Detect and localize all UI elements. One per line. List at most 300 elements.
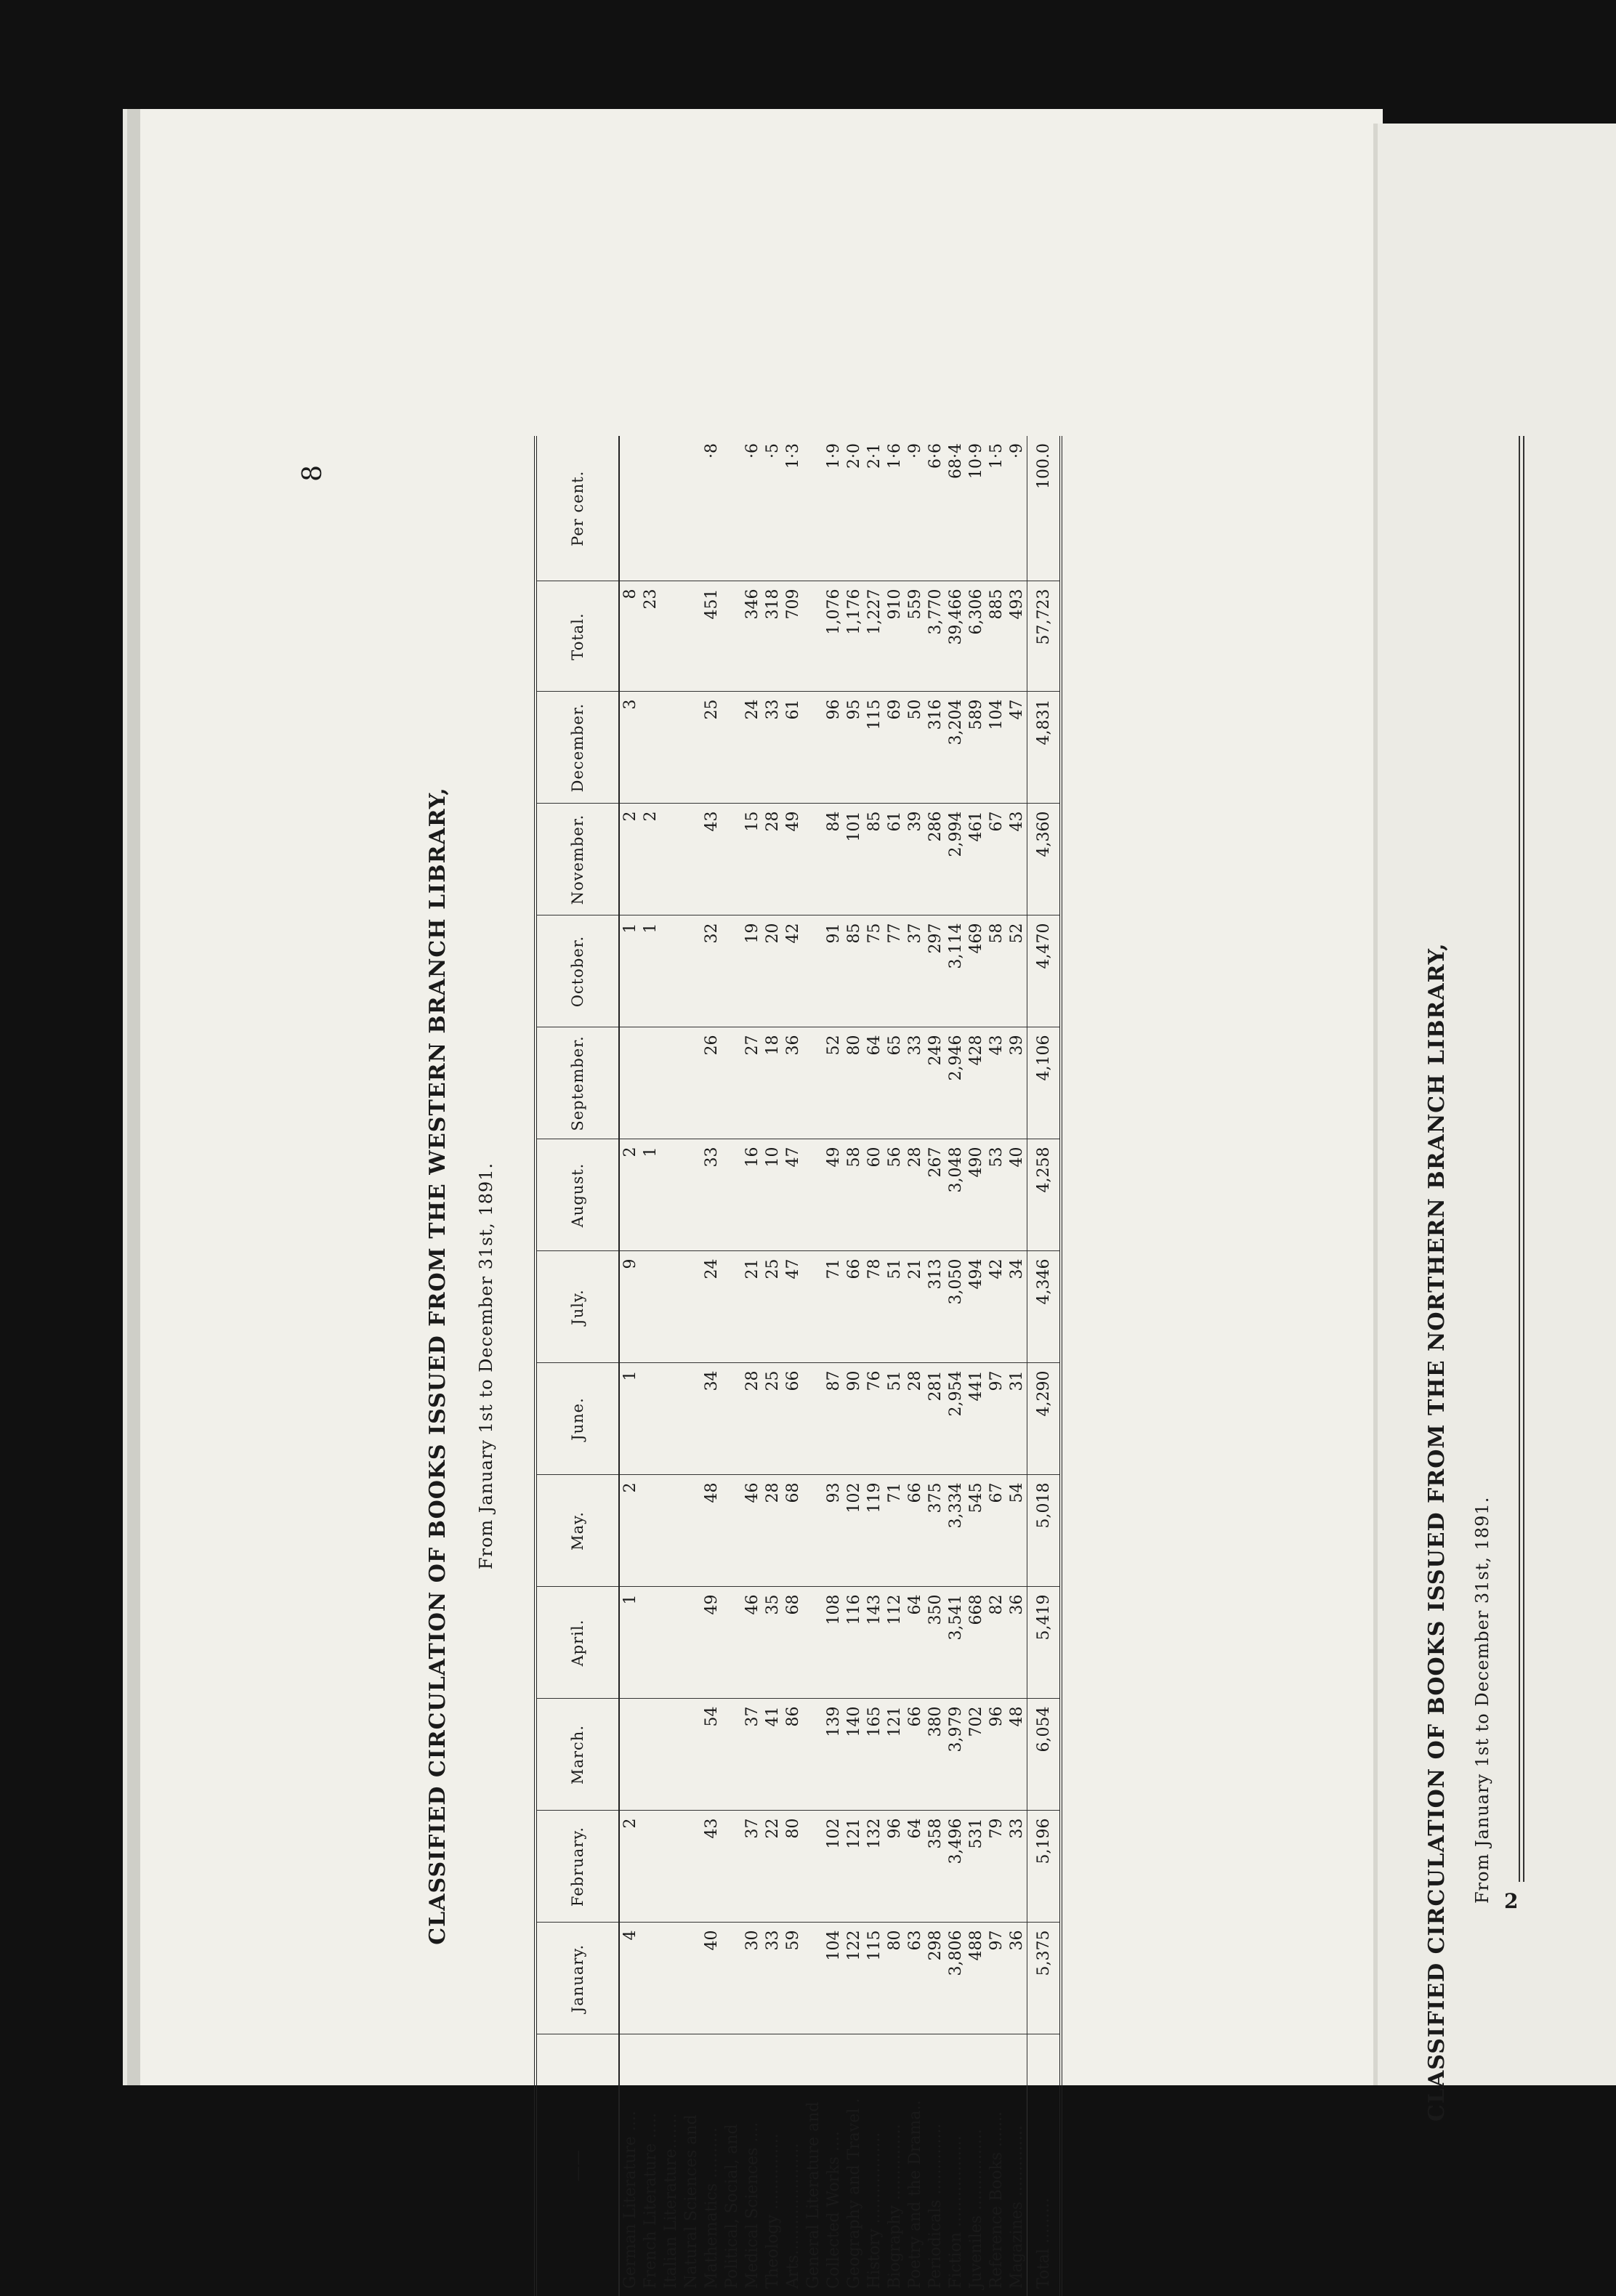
table-cell: 122	[844, 1923, 864, 2034]
table-cell: 461	[966, 804, 986, 915]
table-cell	[660, 1251, 681, 1363]
table-cell: 57,723	[1027, 581, 1062, 692]
table-cell: 316	[925, 692, 945, 804]
table-cell: 68	[783, 1587, 803, 1699]
header-june: June.	[536, 1363, 619, 1475]
table-cell: 23	[640, 581, 660, 692]
table-cell: 1	[619, 1363, 640, 1475]
table-cell	[640, 1251, 660, 1363]
table-cell: 51	[884, 1251, 905, 1363]
table-cell: 31	[1006, 1363, 1027, 1475]
row-label: Periodicals ..............	[926, 2123, 945, 2289]
table-cell: 4,470	[1027, 915, 1062, 1027]
header-march: March.	[536, 1699, 619, 1811]
table-cell: 702	[966, 1699, 986, 1811]
header-july: July.	[536, 1251, 619, 1363]
table-cell: 297	[925, 915, 945, 1027]
table-row	[823, 436, 844, 2296]
table-cell: 490	[966, 1139, 986, 1251]
table-cell: 43	[1006, 804, 1027, 915]
table-cell: 1	[619, 915, 640, 1027]
row-label: Fiction ..................	[946, 2135, 965, 2289]
table-row	[640, 436, 660, 2296]
table-cell	[640, 436, 660, 581]
table-cell: 90	[844, 1363, 864, 1475]
table-cell: 25	[762, 1363, 783, 1475]
table-cell: 48	[1006, 1699, 1027, 1811]
row-label: Juveniles ................	[966, 2129, 985, 2289]
table-cell: 10·9	[966, 436, 986, 581]
table-cell: 1·3	[783, 436, 803, 581]
table-cell: 68	[783, 1475, 803, 1587]
table-cell: 33	[762, 1923, 783, 2034]
table-cell: 91	[823, 915, 844, 1027]
table-cell: 85	[864, 804, 884, 915]
table-cell	[681, 1923, 701, 2034]
table-row	[844, 436, 864, 2296]
table-cell	[640, 1475, 660, 1587]
table-cell: 1,227	[864, 581, 884, 692]
row-label: French Literature .....	[641, 2112, 660, 2289]
table-cell: 102	[844, 1475, 864, 1587]
table-cell: 249	[925, 1027, 945, 1139]
table-cell: 43	[986, 1027, 1006, 1139]
table-cell: 97	[986, 1923, 1006, 2034]
table-cell	[681, 1587, 701, 1699]
table-cell	[660, 1475, 681, 1587]
table-cell: 2·0	[844, 436, 864, 581]
table-cell: 69	[884, 692, 905, 804]
table-cell: 2	[640, 804, 660, 915]
table-cell: 1	[640, 915, 660, 1027]
table-cell	[803, 1139, 823, 1251]
table-cell: 20	[762, 915, 783, 1027]
table-cell: 56	[884, 1139, 905, 1251]
table-row	[681, 436, 701, 2296]
table-cell: 1·6	[884, 436, 905, 581]
table-row	[660, 436, 681, 2296]
table-cell: 267	[925, 1139, 945, 1251]
table-cell	[803, 1363, 823, 1475]
table-cell: 47	[1006, 692, 1027, 804]
header-percent: Per cent.	[536, 436, 619, 581]
table-cell	[660, 1923, 681, 2034]
table-cell: 50	[905, 692, 925, 804]
table-cell	[803, 804, 823, 915]
table-cell	[619, 1699, 640, 1811]
table-cell: 64	[905, 1811, 925, 1923]
table-cell: 313	[925, 1251, 945, 1363]
table-row	[742, 436, 762, 2296]
table-cell	[681, 436, 701, 581]
table-cell: 52	[823, 1027, 844, 1139]
table-cell: 8	[619, 581, 640, 692]
header-january: January.	[536, 1923, 619, 2034]
table-cell	[640, 1587, 660, 1699]
table-cell: 1·9	[823, 436, 844, 581]
table-cell: 3,114	[945, 915, 966, 1027]
table-cell: 40	[701, 1923, 722, 2034]
table-row	[884, 436, 905, 2296]
table-cell: 34	[1006, 1251, 1027, 1363]
table-cell: 488	[966, 1923, 986, 2034]
table-cell: 116	[844, 1587, 864, 1699]
table-cell	[722, 915, 742, 1027]
table-cell: 451	[701, 581, 722, 692]
table-cell: 66	[905, 1699, 925, 1811]
table-cell	[722, 1699, 742, 1811]
table-cell	[681, 804, 701, 915]
table-cell: 3,979	[945, 1699, 966, 1811]
table-body	[619, 436, 1061, 2296]
table-cell: 67	[986, 804, 1006, 915]
right-page-subtitle: From January 1st to December 31st, 1891.	[1472, 1496, 1492, 1904]
table-cell: 143	[864, 1587, 884, 1699]
table-cell: ·5	[762, 436, 783, 581]
table-cell	[640, 1027, 660, 1139]
right-page-title: CLASSIFIED CIRCULATION OF BOOKS ISSUED FROM THE NORTHERN BRANCH LIBRARY,	[1424, 942, 1450, 2122]
table-cell: 286	[925, 804, 945, 915]
western-branch-section	[298, 436, 1173, 2296]
table-cell: 298	[925, 1923, 945, 2034]
table-cell: 2	[619, 1475, 640, 1587]
header-august: August.	[536, 1139, 619, 1251]
table-cell: ·9	[905, 436, 925, 581]
table-cell	[640, 1699, 660, 1811]
table-cell: 35	[762, 1587, 783, 1699]
table-cell: 39	[1006, 1027, 1027, 1139]
table-cell: 668	[966, 1587, 986, 1699]
table-cell	[803, 581, 823, 692]
table-cell: 281	[925, 1363, 945, 1475]
table-cell: 21	[905, 1251, 925, 1363]
table-cell: 589	[966, 692, 986, 804]
table-cell	[640, 1923, 660, 2034]
table-cell	[803, 1587, 823, 1699]
table-cell: 5,419	[1027, 1587, 1062, 1699]
table-row	[701, 436, 722, 2296]
table-cell: 66	[905, 1475, 925, 1587]
table-cell	[660, 1811, 681, 1923]
table-cell	[722, 692, 742, 804]
table-cell	[619, 436, 640, 581]
table-row	[762, 436, 783, 2296]
table-cell	[640, 1363, 660, 1475]
table-cell	[681, 1251, 701, 1363]
table-row	[1006, 436, 1027, 2296]
row-label: Natural Sciences and	[682, 2114, 700, 2289]
table-cell: 3,050	[945, 1251, 966, 1363]
row-label: General Literature and	[804, 2101, 823, 2289]
table-cell: 380	[925, 1699, 945, 1811]
row-label: Magazines ..............	[1007, 2125, 1026, 2289]
row-label: Arts......................	[783, 2143, 802, 2289]
header-december: December.	[536, 692, 619, 804]
table-cell: 531	[966, 1811, 986, 1923]
table-cell: 559	[905, 581, 925, 692]
table-cell: 61	[783, 692, 803, 804]
table-cell: 40	[1006, 1139, 1027, 1251]
table-cell: 3,541	[945, 1587, 966, 1699]
table-cell	[681, 1139, 701, 1251]
table-cell: 37	[742, 1699, 762, 1811]
table-cell	[681, 1699, 701, 1811]
table-cell: 36	[783, 1027, 803, 1139]
table-cell: 49	[783, 804, 803, 915]
row-label: Collected Works ....	[824, 2131, 843, 2289]
table-cell: 101	[844, 804, 864, 915]
table-cell: 63	[905, 1923, 925, 2034]
table-cell: 60	[864, 1139, 884, 1251]
page-number: 8	[298, 465, 328, 482]
table-cell: 58	[844, 1139, 864, 1251]
table-cell	[803, 692, 823, 804]
table-cell	[722, 1475, 742, 1587]
row-label: Biography ...............	[885, 2124, 904, 2289]
table-cell: 33	[905, 1027, 925, 1139]
table-cell: 78	[864, 1251, 884, 1363]
table-cell	[660, 1139, 681, 1251]
table-cell: 346	[742, 581, 762, 692]
table-cell: 24	[701, 1251, 722, 1363]
table-cell: 80	[844, 1027, 864, 1139]
table-cell: 1	[619, 1587, 640, 1699]
row-label: Medical Sciences ....	[743, 2122, 761, 2289]
table-cell: 95	[844, 692, 864, 804]
header-row	[536, 436, 619, 2296]
table-cell: 139	[823, 1699, 844, 1811]
table-cell	[681, 1475, 701, 1587]
table-cell	[803, 1251, 823, 1363]
table-row	[945, 436, 966, 2296]
table-cell: 121	[884, 1699, 905, 1811]
table-cell	[660, 692, 681, 804]
table-cell: 18	[762, 1027, 783, 1139]
table-cell	[660, 804, 681, 915]
table-cell	[681, 581, 701, 692]
table-cell: 910	[884, 581, 905, 692]
table-cell: 93	[823, 1475, 844, 1587]
table-cell: 42	[986, 1251, 1006, 1363]
table-cell: 3,334	[945, 1475, 966, 1587]
table-cell	[722, 1587, 742, 1699]
table-row	[803, 436, 823, 2296]
table-cell: 25	[701, 692, 722, 804]
table-cell: 3,496	[945, 1811, 966, 1923]
header-april: April.	[536, 1587, 619, 1699]
table-cell: 52	[1006, 915, 1027, 1027]
table-cell: 33	[701, 1139, 722, 1251]
table-cell: 46	[742, 1475, 762, 1587]
table-subtitle: From January 1st to December 31st, 1891.	[476, 1162, 496, 1570]
table-cell: 4,346	[1027, 1251, 1062, 1363]
table-cell	[619, 1027, 640, 1139]
header-february: February.	[536, 1811, 619, 1923]
row-label: Poetry and the Drama..	[905, 2100, 924, 2289]
row-label: Mathematics ..........	[702, 2127, 721, 2289]
table-cell: 76	[864, 1363, 884, 1475]
row-label: Reference Books .......	[987, 2111, 1006, 2289]
table-cell: 6,306	[966, 581, 986, 692]
table-cell: 6,054	[1027, 1699, 1062, 1811]
table-row	[925, 436, 945, 2296]
table-cell: 42	[783, 915, 803, 1027]
table-cell: 49	[823, 1139, 844, 1251]
table-cell: 39	[905, 804, 925, 915]
table-cell: 4,831	[1027, 692, 1062, 804]
table-cell: 3,048	[945, 1139, 966, 1251]
table-cell	[681, 1811, 701, 1923]
table-cell: 108	[823, 1587, 844, 1699]
table-cell: ·9	[1006, 436, 1027, 581]
table-cell: 34	[701, 1363, 722, 1475]
table-cell: 2	[619, 804, 640, 915]
table-cell	[640, 692, 660, 804]
table-cell: 6·6	[925, 436, 945, 581]
table-cell: 4	[619, 1923, 640, 2034]
table-cell: 493	[1006, 581, 1027, 692]
table-cell: 494	[966, 1251, 986, 1363]
table-cell: 64	[864, 1027, 884, 1139]
table-cell: 5,196	[1027, 1811, 1062, 1923]
table-cell	[681, 1027, 701, 1139]
table-cell: 28	[905, 1363, 925, 1475]
header-november: November.	[536, 804, 619, 915]
table-cell: 96	[823, 692, 844, 804]
table-cell: 4,360	[1027, 804, 1062, 915]
table-cell: 3,806	[945, 1923, 966, 2034]
header-october: October.	[536, 915, 619, 1027]
table-cell: 100.0	[1027, 436, 1062, 581]
northern-branch-heading	[1424, 378, 1492, 2122]
table-cell: 71	[884, 1475, 905, 1587]
table-cell: 54	[1006, 1475, 1027, 1587]
table-cell	[722, 1251, 742, 1363]
table-cell	[722, 1139, 742, 1251]
table-cell: 165	[864, 1699, 884, 1811]
table-cell	[660, 436, 681, 581]
table-cell	[803, 1027, 823, 1139]
table-cell: 66	[783, 1363, 803, 1475]
table-cell: 140	[844, 1699, 864, 1811]
table-cell: 2,994	[945, 804, 966, 915]
table-cell: 43	[701, 1811, 722, 1923]
row-label: Italian Literature.......	[661, 2113, 680, 2289]
table-cell: 75	[864, 915, 884, 1027]
table-cell: 28	[762, 1475, 783, 1587]
table-cell	[722, 436, 742, 581]
table-cell	[722, 1811, 742, 1923]
table-cell: 43	[701, 804, 722, 915]
table-cell: 441	[966, 1363, 986, 1475]
table-cell: 121	[844, 1811, 864, 1923]
table-cell	[681, 915, 701, 1027]
table-cell	[722, 1027, 742, 1139]
table-cell: 33	[1006, 1811, 1027, 1923]
table-cell	[803, 1475, 823, 1587]
table-cell: 350	[925, 1587, 945, 1699]
table-cell: 1,176	[844, 581, 864, 692]
table-cell: 22	[762, 1811, 783, 1923]
row-label: Total .........	[1027, 2034, 1062, 2296]
row-label: History ..................	[865, 2132, 884, 2289]
table-cell: 87	[823, 1363, 844, 1475]
table-cell: 33	[762, 692, 783, 804]
table-cell: 10	[762, 1139, 783, 1251]
table-row	[783, 436, 803, 2296]
table-cell	[722, 1363, 742, 1475]
table-cell: 47	[783, 1251, 803, 1363]
table-cell	[803, 1699, 823, 1811]
table-cell: 9	[619, 1251, 640, 1363]
right-table-rule	[1519, 436, 1520, 1882]
table-cell: 48	[701, 1475, 722, 1587]
table-cell: 3	[619, 692, 640, 804]
table-cell	[660, 1363, 681, 1475]
table-cell: 82	[986, 1587, 1006, 1699]
table-cell: ·8	[701, 436, 722, 581]
table-cell	[803, 1923, 823, 2034]
table-row	[619, 436, 640, 2296]
table-cell: 102	[823, 1811, 844, 1923]
table-cell: 428	[966, 1027, 986, 1139]
table-cell: 41	[762, 1699, 783, 1811]
right-table-rule-inner	[1523, 436, 1524, 1882]
table-cell: ·6	[742, 436, 762, 581]
table-cell: 96	[884, 1811, 905, 1923]
table-cell: 30	[742, 1923, 762, 2034]
table-cell: 5,018	[1027, 1475, 1062, 1587]
header-may: May.	[536, 1475, 619, 1587]
table-cell: 58	[986, 915, 1006, 1027]
table-cell: 86	[783, 1699, 803, 1811]
circulation-table	[534, 436, 1062, 2296]
table-cell: 4,106	[1027, 1027, 1062, 1139]
table-row	[722, 436, 742, 2296]
table-cell	[681, 692, 701, 804]
table-cell: 68·4	[945, 436, 966, 581]
table-row	[986, 436, 1006, 2296]
table-cell: 358	[925, 1811, 945, 1923]
table-cell	[803, 436, 823, 581]
table-cell: 28	[742, 1363, 762, 1475]
table-cell: 5,375	[1027, 1923, 1062, 2034]
table-cell: 2	[619, 1811, 640, 1923]
table-cell: 19	[742, 915, 762, 1027]
table-cell: 49	[701, 1587, 722, 1699]
table-cell: 47	[783, 1139, 803, 1251]
table-cell: 79	[986, 1811, 1006, 1923]
table-cell: 16	[742, 1139, 762, 1251]
table-cell: 115	[864, 1923, 884, 2034]
table-cell	[660, 1027, 681, 1139]
table-cell: 84	[823, 804, 844, 915]
table-cell: 115	[864, 692, 884, 804]
right-page-number: 2	[1504, 1889, 1519, 1913]
table-cell: 27	[742, 1027, 762, 1139]
table-cell	[660, 581, 681, 692]
table-cell: 59	[783, 1923, 803, 2034]
table-cell: 545	[966, 1475, 986, 1587]
table-cell: 2	[619, 1139, 640, 1251]
table-cell: 37	[905, 915, 925, 1027]
table-cell	[660, 1587, 681, 1699]
table-cell: 97	[986, 1363, 1006, 1475]
table-cell	[722, 1923, 742, 2034]
table-cell: 1	[640, 1139, 660, 1251]
table-cell: 132	[864, 1811, 884, 1923]
table-cell: 53	[986, 1139, 1006, 1251]
